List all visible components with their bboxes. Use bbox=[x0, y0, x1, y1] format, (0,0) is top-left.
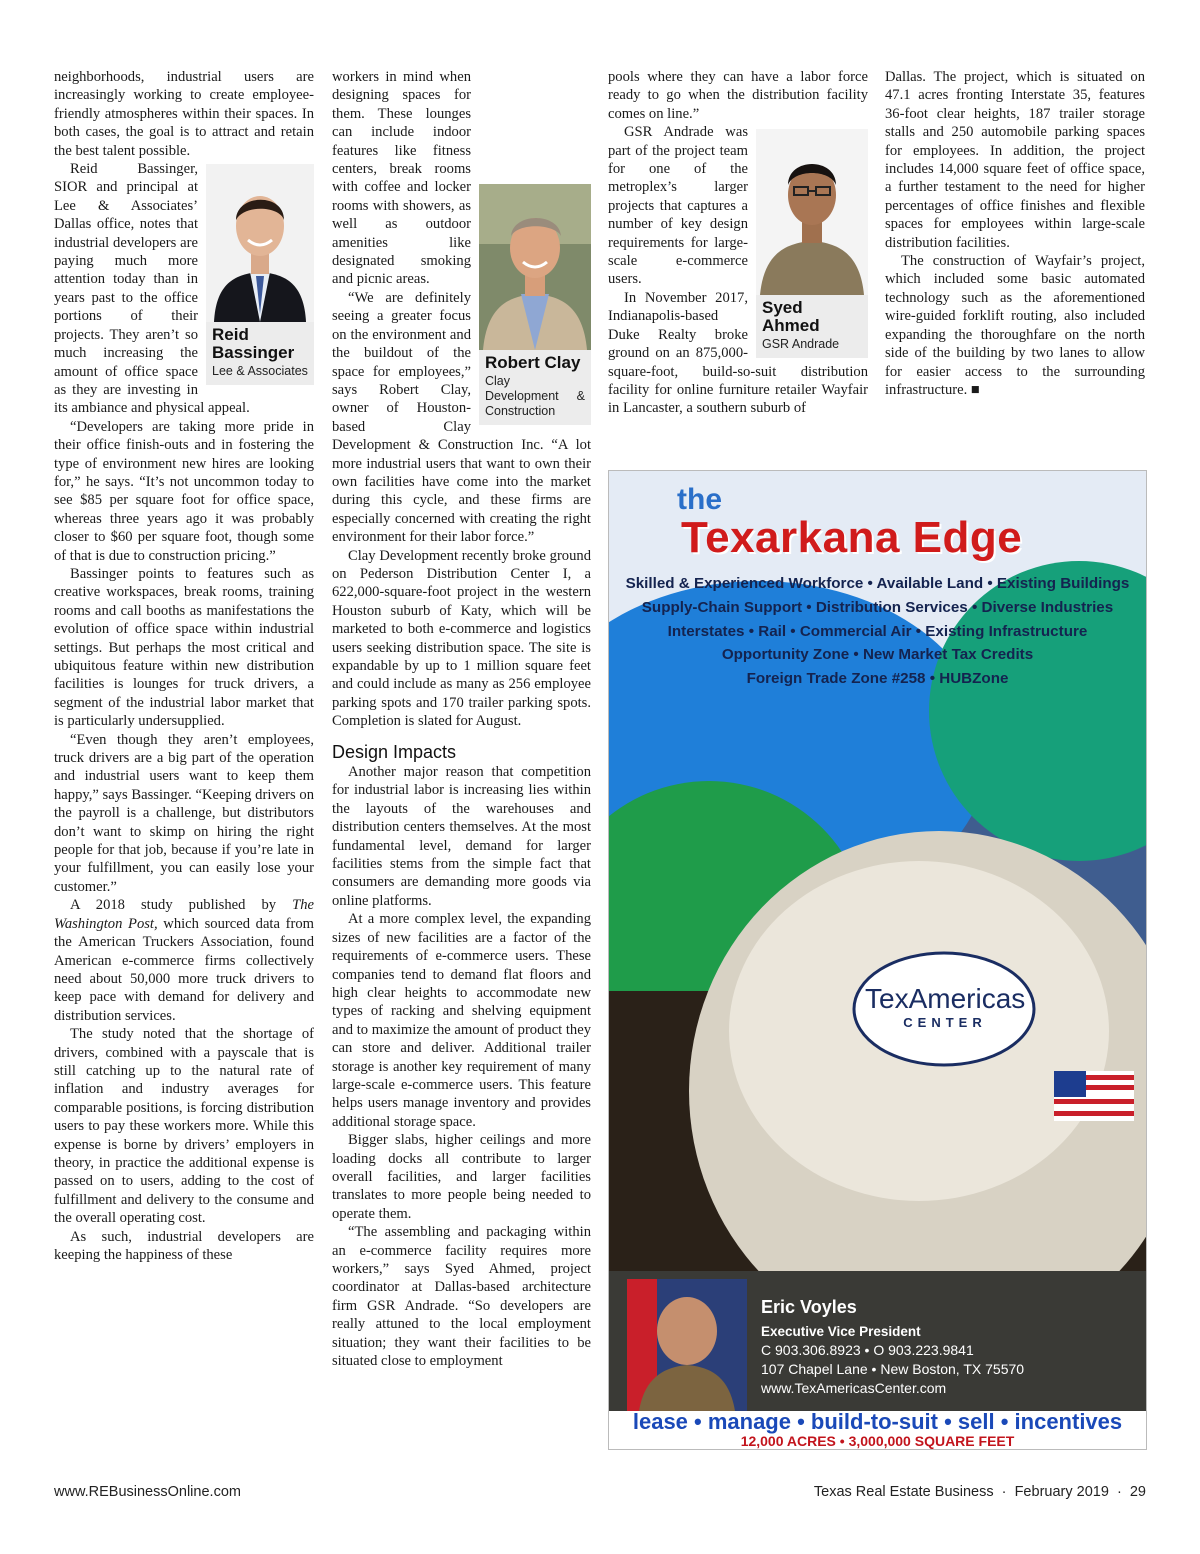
footer-publication-info bbox=[814, 1484, 1146, 1500]
paragraph: “The assembling and packaging within an e-commerce facility requires more workers,” says Syed Ahmed, project coordinator at Dallas-based architecture firm GSR Andrade. “So developers are really attuned to the local employment situation; they want their facilities to be situated close to employment bbox=[332, 1224, 591, 1370]
footer-date: February 2019 bbox=[1014, 1484, 1109, 1500]
article-column-2 bbox=[332, 68, 591, 1370]
photo-company: GSR Andrade bbox=[762, 337, 840, 352]
paragraph bbox=[885, 252, 1145, 399]
texamericas-logo bbox=[865, 983, 1025, 1030]
article-column-4 bbox=[885, 68, 1145, 399]
contact-title: Executive Vice President bbox=[761, 1324, 921, 1339]
logo-main-text: TexAmericas bbox=[865, 983, 1026, 1014]
paragraph bbox=[54, 896, 314, 1025]
paragraph: GSR Andrade was part of the project team for one of the metroplex’s larger projects that captures a number of key design requirements for large-scale e-commerce users. bbox=[608, 124, 748, 288]
paragraph: “We are definitely seeing a greater focus on the environment and the buildout of the space for employees,” says Robert Clay, owner of Houston-based Clay Development & Construction Inc. “A lot more industrial users that want to own their own facilities have come into the market during this cycle, and these firms are especially concerned with creating the right environment for their labor force.” bbox=[332, 289, 591, 546]
paragraph: Bigger slabs, higher ceilings and more loading docks all contribute to larger overall facilities, and larger facilities translates to more people being needed to operate them. bbox=[332, 1132, 591, 1222]
photo-robert-clay bbox=[479, 184, 591, 425]
ad-feature-line: Supply-Chain Support • Distribution Services • Diverse Industries bbox=[641, 599, 1114, 616]
paragraph: “Developers are taking more pride in their office finish-outs and in fostering the type of environment new hires are looking for,” he says. “It’s not uncommon today to see $85 per square foot for office space, whereas three years ago it was probably closer to $60 per square foot, though some of that is due to construction pricing.” bbox=[54, 418, 314, 564]
text-run: which sourced data from the American Truckers Association, found American e-commerce firms collectively need about 50,000 more truck drivers to keep pace with demand for delivery and distribution services. bbox=[54, 915, 314, 1024]
footer-website[interactable]: www.REBusinessOnline.com bbox=[54, 1484, 241, 1500]
article-column-3 bbox=[608, 68, 868, 418]
ad-feature-line: Opportunity Zone • New Market Tax Credits bbox=[721, 646, 1034, 663]
photo-name: Syed Ahmed bbox=[762, 298, 820, 336]
photo-name: Reid Bassinger bbox=[212, 325, 295, 363]
paragraph: pools where they can have a labor force ready to go when the distribution facility comes on line.” bbox=[608, 69, 868, 122]
section-heading: Design Impacts bbox=[332, 741, 457, 762]
ad-feature-line: Foreign Trade Zone #258 • HUBZone bbox=[746, 670, 1009, 687]
ad-title: Texarkana Edge bbox=[681, 513, 1023, 562]
paragraph: In November 2017, Indianapolis-based Duke Realty broke ground on an 875,000-square-foot, build-so-suit distribution facility for online furniture retailer Wayfair in Lancaster, a southern suburb of bbox=[608, 289, 868, 417]
paragraph: “Even though they aren’t employees, truck drivers are a big part of the operation and industrial users want to keep them happy,” says Bassinger. “Keeping drivers on the payroll is a challenge, but distributors don’t want to skimp on hiring the right people for that job, because if you’re late in your fulfillment, you can easily lose your customer.” bbox=[54, 731, 314, 895]
publication-name: The Washington Post, bbox=[54, 897, 314, 932]
paragraph: As such, industrial developers are keeping the happiness of these bbox=[54, 1228, 314, 1263]
end-mark: ■ bbox=[970, 381, 980, 398]
photo-name: Robert Clay bbox=[485, 353, 581, 372]
photo-syed-ahmed bbox=[756, 129, 868, 358]
ad-acreage-line: 12,000 ACRES • 3,000,000 SQUARE FEET bbox=[740, 1433, 1015, 1449]
headshot-image bbox=[206, 164, 314, 322]
contact-phone: C 903.306.8923 • O 903.223.9841 bbox=[761, 1342, 974, 1358]
footer-separator: · bbox=[1001, 1484, 1007, 1500]
footer-publication: Texas Real Estate Business bbox=[813, 1484, 994, 1500]
article-column-1 bbox=[54, 68, 314, 1264]
photo-company: Lee & Associates bbox=[212, 364, 308, 379]
headshot-image bbox=[479, 184, 591, 350]
contact-name: Eric Voyles bbox=[761, 1297, 857, 1317]
paragraph: Bassinger points to features such as creative workspaces, break rooms, training rooms and call booths as manifestations the evolution of office space within industrial settings. But perhaps the most critical and ubiquitous feature within new distribution facilities is lounges for truck drivers, a segment of the industrial labor market that is particularly undersupplied. bbox=[54, 565, 314, 730]
paragraph: Reid Bassinger, SIOR and principal at Lee & Associates’ Dallas office, notes that industrial developers are paying much more attention today than in years past to the office portions of their projects. They aren’t so much increasing the amount of office space as they are investing in its ambiance and physical appeal. bbox=[54, 161, 250, 417]
contact-address: 107 Chapel Lane • New Boston, TX 75570 bbox=[761, 1361, 1025, 1377]
contact-block bbox=[761, 1297, 1024, 1396]
paragraph: Dallas. The project, which is situated on 47.1 acres fronting Interstate 35, features 36-foot clear heights, 187 trailer storage stalls and 250 automobile parking spaces for employees. In addition, the project includes 14,000 square feet of office space, a further testament to the need for higher percentages of office finishes and flexible spaces for employees within large-scale distribution facilities. bbox=[885, 69, 1145, 251]
page-number: 29 bbox=[1129, 1484, 1146, 1500]
photo-company: Clay Development & Construction bbox=[485, 374, 585, 418]
ad-bottom-banner bbox=[609, 1411, 1146, 1449]
ad-services-line: lease • manage • build-to-suit • sell • incentives bbox=[632, 1409, 1123, 1434]
photo-reid-bassinger bbox=[206, 164, 314, 385]
logo-sub-text: CENTER bbox=[903, 1015, 987, 1030]
text-run: The construction of Wayfair’s project, which included some basic automated technology such as the aforementioned wire-guided forklift routing, also included expanding the thoroughfare on the north side of the building by two lanes to allow for easier access to the surrounding infrastructure. bbox=[885, 253, 1145, 398]
contact-website[interactable]: www.TexAmericasCenter.com bbox=[761, 1380, 947, 1396]
paragraph: Clay Development recently broke ground on Pederson Distribution Center I, a 622,000-square-foot project in the western Houston suburb of Katy, which will be marketed to both e-commerce and logistics users seeking distribution space. The site is expandable by up to 1 million square feet and could include as many as 256 employee parking spots and 170 trailer parking spots. Completion is slated for August. bbox=[332, 547, 591, 730]
paragraph: neighborhoods, industrial users are increasingly working to create employee-friendly atmospheres within their spaces. In both cases, the goal is to attract and retain the best talent possible. bbox=[54, 69, 314, 159]
paragraph: Another major reason that competition for industrial labor is increasing lies within the layouts of the warehouses and distribution centers themselves. At the most fundamental level, demand for larger facilities stems from the simple fact that consumers are demanding more goods via online platforms. bbox=[332, 764, 591, 909]
paragraph: The study noted that the shortage of drivers, combined with a payscale that is still catching up to the natural rate of inflation and industry averages for comparable positions, is forcing distribution users to pay these workers more. While this expense is borne by drivers’ employers in theory, in practice the additional expense is passed on to users, adding to the cost of fulfillment and delivery to the consume and the overall operating cost. bbox=[54, 1026, 314, 1227]
text-run: A 2018 study published by bbox=[70, 897, 293, 914]
footer-separator: · bbox=[1116, 1484, 1122, 1500]
texarkana-edge-advertisement[interactable] bbox=[608, 470, 1147, 1450]
ad-feature-line: Interstates • Rail • Commercial Air • Existing Infrastructure bbox=[667, 623, 1088, 640]
paragraph: workers in mind when designing spaces for them. These lounges can include indoor features like fitness centers, break rooms with coffee and locker rooms with showers, as well as outdoor amenities like designated smoking and picnic areas. bbox=[332, 69, 471, 288]
ad-feature-line: Skilled & Experienced Workforce • Available Land • Existing Buildings bbox=[625, 575, 1130, 592]
paragraph: At a more complex level, the expanding sizes of new facilities are a factor of the requirements of e-commerce users. These companies tend to demand flat floors and high clear heights to accommodate new types of racking and shelving equipment and to maximize the amount of product they can store and deliver. Additional trailer storage is another key requirement of many large-scale e-commerce users. This feature helps users manage inventory and provides additional storage space. bbox=[332, 911, 591, 1130]
headshot-image bbox=[756, 129, 868, 295]
ad-title-prefix: the bbox=[677, 483, 722, 516]
